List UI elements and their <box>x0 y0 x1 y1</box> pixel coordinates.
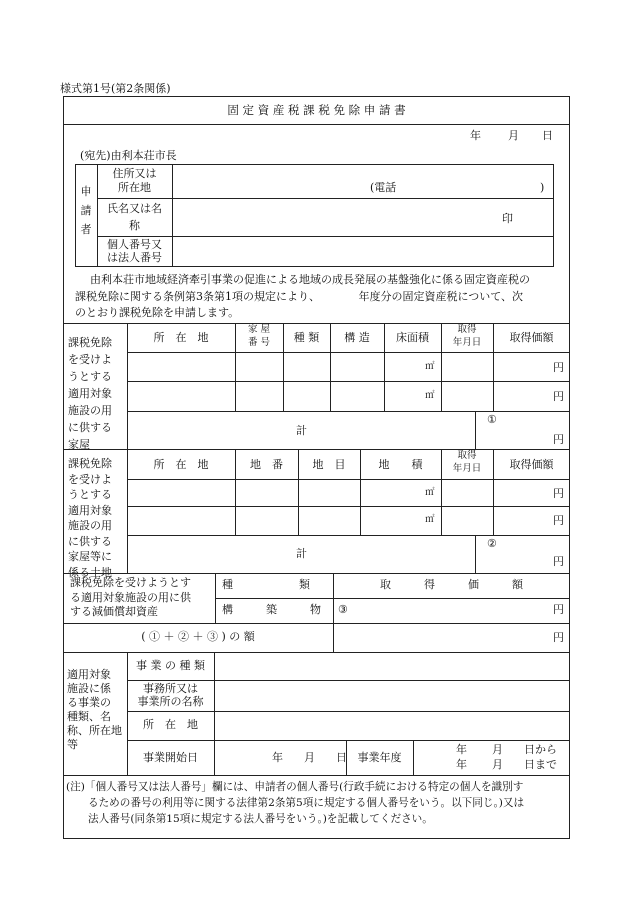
id-number-field[interactable] <box>173 237 553 266</box>
building-total-yen: 円 <box>553 433 564 446</box>
start-day: 日 <box>336 751 347 764</box>
start-month: 月 <box>304 751 315 764</box>
building-total-mark: ① <box>487 413 497 426</box>
office-name-field[interactable] <box>215 681 569 710</box>
land-total-mark: ② <box>487 537 497 550</box>
office-label-2: 事業所の名称 <box>137 695 204 708</box>
fiscal-to-year: 年 <box>456 758 467 771</box>
building-row2-area-unit: ㎡ <box>425 390 435 401</box>
address-label-2: 所在地 <box>118 181 151 194</box>
structure-label: 構 築 物 <box>222 603 321 616</box>
land-header-location: 所 在 地 <box>153 458 209 471</box>
seal-mark: 印 <box>502 212 513 225</box>
applicant-side-label-3: 者 <box>80 223 92 236</box>
sum-yen: 円 <box>553 631 564 644</box>
date-day-label: 日 <box>542 129 553 142</box>
land-total-label: 計 <box>296 547 307 560</box>
address-field[interactable] <box>173 165 553 197</box>
business-location-label: 所 在 地 <box>143 718 198 731</box>
depreciable-section-label: 課税免除を受けようとす る適用対象施設の用に供 する減価償却資産 <box>70 576 191 618</box>
land-row1-area-unit: ㎡ <box>425 487 435 498</box>
fiscal-from-year: 年 <box>456 743 467 756</box>
building-header-structure: 構 造 <box>344 331 370 344</box>
date-month-label: 月 <box>508 129 519 142</box>
building-header-type: 種 類 <box>293 331 320 344</box>
fiscal-from-month: 月 <box>492 743 503 756</box>
address-label-1: 住所又は <box>112 167 157 180</box>
business-type-label: 事 業 の 種 類 <box>136 659 205 672</box>
note-line-2: るための番号の利用等に関する法律第2条第5項に規定する個人番号をいう。以下同じ。)又は <box>88 797 525 809</box>
land-section-label: 課税免除 を受けよ うとする 適用対象 施設の用 に供する 家屋等に 係る土地 <box>68 457 112 579</box>
fiscal-from-day: 日から <box>524 743 557 756</box>
land-row2-yen: 円 <box>553 514 564 527</box>
applicant-side-label-1: 申 <box>80 185 92 198</box>
note-line-3: 法人番号(同条第15項に規定する法人番号をいう。)を記載してください。 <box>88 813 433 825</box>
business-section-label: 適用対象 施設に係 る事業の 種類、名 称、所在地 等 <box>67 668 122 751</box>
start-date-label: 事業開始日 <box>143 751 198 764</box>
building-row1-area-unit: ㎡ <box>425 361 435 372</box>
name-label-2: 称 <box>129 219 140 232</box>
building-header-location: 所 在 地 <box>153 331 209 344</box>
depreciable-price-header: 取 得 価 額 <box>380 578 523 591</box>
building-row1-yen: 円 <box>553 361 564 374</box>
id-label-1: 個人番号又 <box>107 238 162 251</box>
business-type-field[interactable] <box>215 653 569 679</box>
sum-label: ( ① ＋ ② ＋ ③ ) の 額 <box>141 630 255 643</box>
land-row1-yen: 円 <box>553 487 564 500</box>
land-header-area: 地 積 <box>378 458 423 471</box>
note-line-1: (注)「個人番号又は法人番号」欄には、申請者の個人番号(行政手続における特定の個人を識別す <box>66 781 524 793</box>
fiscal-year-label: 事業年度 <box>357 751 402 764</box>
building-header-house-no-2: 番 号 <box>247 337 271 348</box>
land-header-lot-no: 地 番 <box>250 458 283 471</box>
building-header-acquired-2: 年月日 <box>452 337 482 348</box>
depreciable-yen: 円 <box>553 603 564 616</box>
building-row2-yen: 円 <box>553 390 564 403</box>
applicant-side-label-2: 請 <box>80 204 92 217</box>
land-row2-area-unit: ㎡ <box>425 514 435 525</box>
building-section-label: 課税免除 を受けよ うとする 適用対象 施設の用 に供する 家屋 <box>68 336 112 451</box>
start-year: 年 <box>272 751 283 764</box>
intro-line-2: 課税免除に関する条例第3条第1項の規定により、 年度分の固定資産税について、次 <box>75 290 524 303</box>
addressee: (宛先)由利本荘市長 <box>80 149 177 162</box>
depreciable-type-header: 種 類 <box>222 578 310 591</box>
building-total-label: 計 <box>296 424 307 437</box>
intro-line-3: のとおり課税免除を申請します。 <box>75 306 240 319</box>
land-header-price: 取得価額 <box>509 458 554 471</box>
land-total-yen: 円 <box>553 555 564 568</box>
office-label-1: 事務所又は <box>143 682 198 695</box>
business-location-field[interactable] <box>215 712 569 739</box>
building-header-house-no-1: 家 屋 <box>247 324 271 335</box>
form-title: 固 定 資 産 税 課 税 免 除 申 請 書 <box>227 103 406 117</box>
id-label-2: は法人番号 <box>107 251 162 264</box>
name-field[interactable] <box>173 199 553 235</box>
land-header-category: 地 目 <box>312 458 346 471</box>
form-number: 様式第1号(第2条関係) <box>60 82 171 95</box>
building-header-acquired-1: 取得 <box>457 324 477 335</box>
land-header-acquired-1: 取得 <box>457 450 477 461</box>
building-header-price: 取得価額 <box>509 331 554 344</box>
fiscal-to-day: 日まで <box>524 758 557 771</box>
land-header-acquired-2: 年月日 <box>452 463 482 474</box>
intro-line-1: 由利本荘市地域経済牽引事業の促進による地域の成長発展の基盤強化に係る固定資産税の <box>90 273 530 286</box>
phone-close: ) <box>540 181 545 194</box>
depreciable-mark: ③ <box>338 603 348 616</box>
building-header-floor-area: 床面積 <box>396 331 429 344</box>
name-label-1: 氏名又は名 <box>107 202 162 215</box>
fiscal-to-month: 月 <box>492 758 503 771</box>
date-year-label: 年 <box>470 129 481 142</box>
phone-label: (電話 <box>370 181 397 194</box>
